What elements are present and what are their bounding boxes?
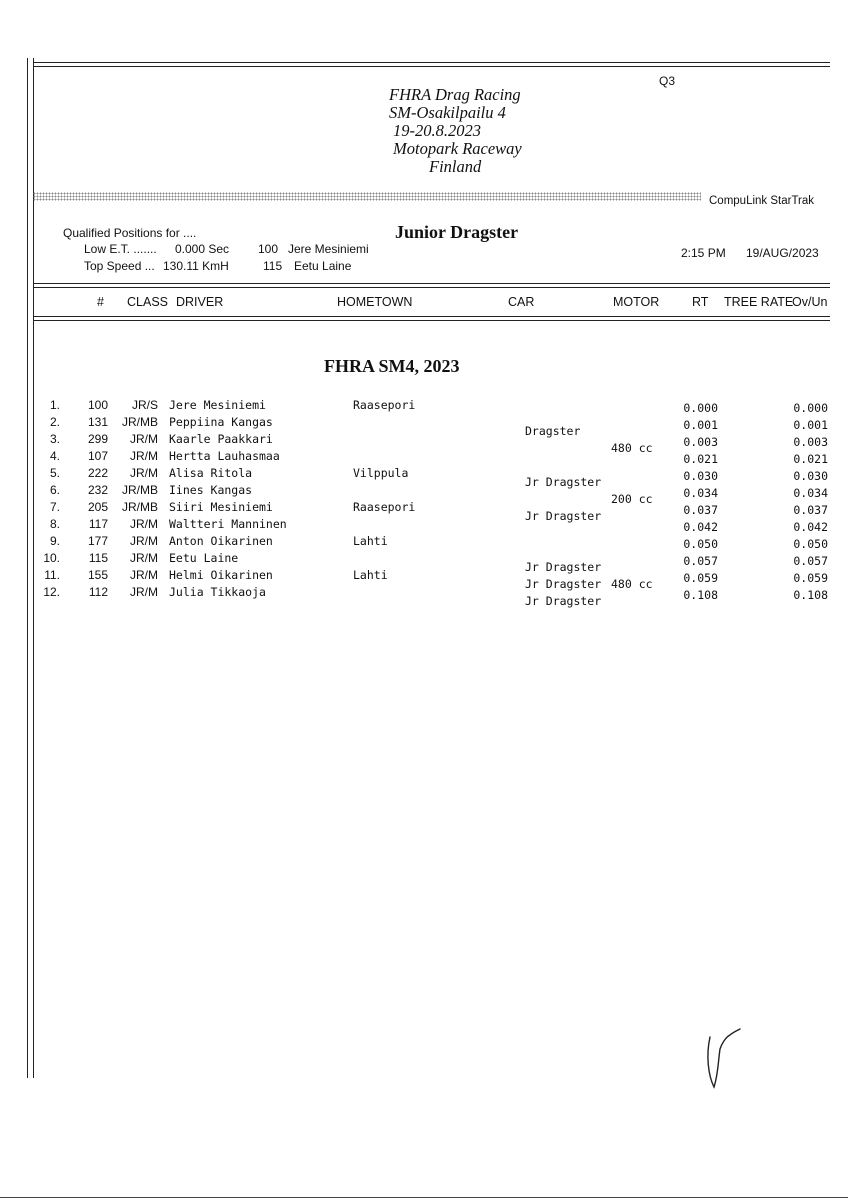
cell-car: Dragster	[525, 424, 581, 438]
col-hometown: HOMETOWN	[337, 295, 413, 309]
top-speed-label: Top Speed ...	[84, 259, 155, 273]
cell-car: Jr Dragster	[525, 509, 602, 523]
cell-ovun: 0.108	[793, 588, 828, 602]
timing-system-label: CompuLink StarTrak	[709, 195, 815, 207]
cell-num: 222	[87, 466, 108, 480]
cell-pos: 3.	[49, 432, 60, 446]
cell-num: 107	[87, 449, 108, 463]
cell-ovun: 0.057	[793, 554, 828, 568]
cell-pos: 7.	[49, 500, 60, 514]
cell-car: Jr Dragster	[525, 594, 602, 608]
cell-class: JR/M	[130, 449, 158, 463]
col-class: CLASS	[127, 295, 168, 309]
cell-class: JR/M	[130, 466, 158, 480]
cell-num: 115	[88, 551, 108, 565]
table-row	[0, 482, 848, 506]
bottom-rule	[0, 1197, 848, 1198]
cell-pos: 12.	[43, 585, 60, 599]
header-rule-bottom-2	[33, 320, 830, 321]
table-row	[0, 550, 848, 574]
cell-rt: 0.021	[683, 452, 718, 466]
low-et-car: 100	[258, 242, 279, 256]
table-row	[0, 516, 848, 533]
cell-driver: Julia Tikkaoja	[169, 585, 266, 599]
cell-driver: Anton Oikarinen	[169, 534, 273, 548]
col-rt: RT	[692, 295, 709, 309]
cell-class: JR/S	[131, 398, 158, 412]
cell-driver: Iines Kangas	[169, 483, 253, 497]
cell-car: Jr Dragster	[525, 577, 602, 591]
cell-driver: Helmi Oikarinen	[169, 568, 273, 582]
cell-rt: 0.108	[683, 588, 718, 602]
header-rule-top-1	[33, 283, 830, 284]
cell-num: 100	[87, 398, 108, 412]
table-row	[0, 397, 848, 414]
header-rule-bottom-1	[33, 316, 830, 317]
event-title	[389, 86, 522, 176]
cell-ovun: 0.059	[793, 571, 828, 585]
cell-pos: 2.	[49, 415, 60, 429]
low-et-label: Low E.T. .......	[84, 242, 157, 256]
cell-num: 299	[87, 432, 108, 446]
event-line-4: Motopark Raceway	[393, 139, 522, 158]
cell-driver: Eetu Laine	[169, 551, 239, 565]
cell-num: 131	[87, 415, 108, 429]
cell-rt: 0.042	[683, 520, 718, 534]
cell-num: 177	[87, 534, 108, 548]
cell-class: JR/M	[130, 517, 158, 531]
cell-pos: 10.	[43, 551, 60, 565]
cell-ovun: 0.030	[793, 469, 828, 483]
cell-hometown: Raasepori	[353, 500, 416, 514]
col-num: #	[97, 295, 104, 309]
event-line-2: SM-Osakilpailu 4	[389, 103, 506, 122]
top-speed-driver: Eetu Laine	[294, 259, 352, 273]
cell-num: 205	[87, 500, 108, 514]
dotted-separator	[33, 192, 701, 201]
cell-pos: 9.	[49, 534, 60, 548]
qualifier-code: Q3	[659, 74, 676, 88]
cell-ovun: 0.001	[793, 418, 828, 432]
qualified-label: Qualified Positions for ....	[63, 226, 197, 240]
report-date: 19/AUG/2023	[746, 246, 819, 260]
cell-pos: 5.	[49, 466, 60, 480]
col-driver: DRIVER	[176, 295, 224, 309]
cell-rt: 0.034	[683, 486, 718, 500]
cell-class: JR/M	[130, 551, 158, 565]
cell-rt: 0.057	[683, 554, 718, 568]
cell-driver: Peppiina Kangas	[169, 415, 273, 429]
cell-rt: 0.003	[683, 435, 718, 449]
cell-driver: Kaarle Paakkari	[169, 432, 273, 446]
cell-pos: 11.	[44, 568, 60, 582]
cell-hometown: Raasepori	[353, 398, 416, 412]
cell-rt: 0.037	[683, 503, 718, 517]
top-rule-1	[33, 62, 830, 63]
cell-driver: Alisa Ritola	[169, 466, 253, 480]
cell-hometown: Lahti	[353, 568, 388, 582]
top-speed-car: 115	[263, 259, 283, 273]
cell-ovun: 0.037	[793, 503, 828, 517]
cell-ovun: 0.021	[793, 452, 828, 466]
table-row	[0, 414, 848, 438]
signature-mark	[700, 1025, 760, 1095]
cell-rt: 0.001	[683, 418, 718, 432]
event-line-3: 19-20.8.2023	[393, 121, 481, 140]
col-car: CAR	[508, 295, 535, 309]
cell-driver: Hertta Lauhasmaa	[169, 449, 280, 463]
cell-class: JR/MB	[122, 415, 158, 429]
low-et-value: 0.000 Sec	[175, 242, 230, 256]
cell-num: 112	[88, 585, 108, 599]
cell-num: 117	[88, 517, 108, 531]
cell-motor: 480 cc	[611, 577, 653, 591]
table-row	[0, 465, 848, 489]
cell-car: Jr Dragster	[525, 475, 602, 489]
cell-motor: 200 cc	[611, 492, 653, 506]
cell-rt: 0.030	[683, 469, 718, 483]
cell-rt: 0.050	[683, 537, 718, 551]
cell-num: 155	[87, 568, 108, 582]
cell-driver: Jere Mesiniemi	[169, 398, 266, 412]
cell-car: Jr Dragster	[525, 560, 602, 574]
cell-motor: 480 cc	[611, 441, 653, 455]
cell-pos: 4.	[49, 449, 60, 463]
cell-rt: 0.000	[683, 401, 718, 415]
cell-ovun: 0.050	[793, 537, 828, 551]
cell-hometown: Vilppula	[353, 466, 409, 480]
cell-pos: 6.	[49, 483, 60, 497]
section-title: FHRA SM4, 2023	[324, 356, 460, 376]
cell-ovun: 0.003	[793, 435, 828, 449]
cell-class: JR/M	[130, 568, 158, 582]
cell-class: JR/M	[130, 432, 158, 446]
header-rule-top-2	[33, 287, 830, 288]
cell-class: JR/M	[130, 534, 158, 548]
cell-ovun: 0.042	[793, 520, 828, 534]
class-title: Junior Dragster	[395, 222, 519, 242]
top-rule-2	[33, 66, 830, 67]
cell-class: JR/MB	[122, 500, 158, 514]
cell-ovun: 0.034	[793, 486, 828, 500]
cell-rt: 0.059	[683, 571, 718, 585]
report-time: 2:15 PM	[681, 246, 726, 260]
cell-pos: 8.	[49, 517, 60, 531]
table-row	[0, 584, 848, 608]
table-row	[0, 448, 848, 465]
cell-hometown: Lahti	[353, 534, 388, 548]
table-row	[0, 533, 848, 550]
cell-ovun: 0.000	[793, 401, 828, 415]
cell-driver: Waltteri Manninen	[169, 517, 287, 531]
table-row	[0, 567, 848, 591]
cell-class: JR/M	[130, 585, 158, 599]
event-line-1: FHRA Drag Racing	[389, 85, 521, 104]
col-ovun: Ov/Un	[792, 295, 828, 309]
cell-num: 232	[87, 483, 108, 497]
col-tree-rate: TREE RATE	[724, 295, 794, 309]
col-motor: MOTOR	[613, 295, 660, 309]
event-line-5: Finland	[429, 157, 482, 176]
cell-class: JR/MB	[122, 483, 158, 497]
table-row	[0, 431, 848, 455]
cell-pos: 1.	[49, 398, 60, 412]
table-row	[0, 499, 848, 523]
top-speed-value: 130.11 KmH	[163, 259, 229, 273]
cell-driver: Siiri Mesiniemi	[169, 500, 273, 514]
low-et-driver: Jere Mesiniemi	[288, 242, 369, 256]
